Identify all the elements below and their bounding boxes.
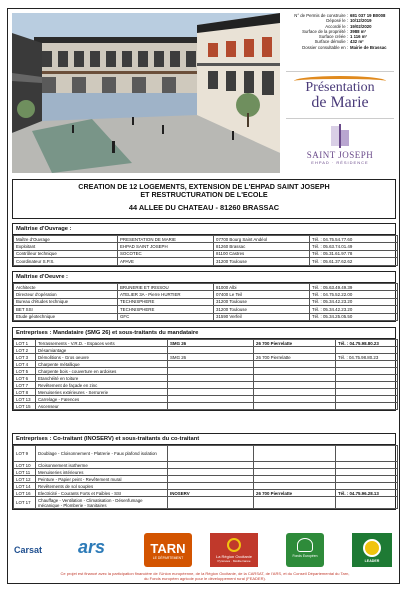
table-row: LOT 9 Doublage - Cloisonnement - Platrerie - Faux plafond isolation	[14, 446, 398, 462]
table-row: LOT 1 Terrassements - V.R.D. - Espaces verts SMG 26 26 700 Pierrelatte Tél. : 04.75.98.80.23	[14, 340, 398, 347]
presentation-de-marie-logo: Présentation de Marie	[286, 71, 394, 119]
carsat-logo: Carsat	[14, 545, 43, 555]
info-row: Accordé le : 19/02/2020	[325, 23, 372, 29]
funding-disclaimer: Ce projet est financé avec la participation financière de l'Union européenne, de la Région Occitanie, de la CARSAT, de l'ARS, et du Conseil Départemental du Tarn, du Fonds européen agricole pour le développement rural (FEADER).	[60, 571, 350, 581]
table-row: LOT 11 Menuiseries intérieures	[14, 469, 398, 476]
table-row: LOT 8 Menuiseries extérieures - Serrurerie	[14, 389, 398, 396]
tarn-logo: TARN LE DÉPARTEMENT	[144, 533, 192, 567]
table-row: LOT 6 Etanchéité en toiture	[14, 375, 398, 382]
table-row: LOT 15 Ascenseur	[14, 403, 398, 410]
table-row: Coordinateur S.P.S. APAVE 31200 Toulouse Tél. : 05.61.37.62.62	[14, 258, 398, 265]
maitrise-ouvrage-table: Maîtrise d'Ouvrage : Maître d'Ouvrage PRESENTATION DE MARIE 07700 Bourg Saint Andéol Tél. : 04.75.54.77.60 Exploitant EHPAD SAINT JOSEPH 81260 Brassac Tél. : 05.63.74.01.49 Contrôleur technique SOCOTEC 81100 Castres Tél. : 05.31.61.97.78 Coordinateur S.P.S. APAVE 31200 Toulouse Tél. : 05.61.37.62.62	[12, 223, 396, 267]
info-row: Déposé le : 10/12/2019	[326, 18, 372, 24]
table-row: Architecte BRUNERIE ET IRISSOU 81000 Albi Tél. : 05.63.49.49.39	[14, 284, 398, 291]
table-row: LOT 10 Cloisonnement isotherme	[14, 462, 398, 469]
table-row: LOT 7 Revêtement de façade en zinc	[14, 382, 398, 389]
fonds-europeen-logo: Fonds Européen	[286, 533, 324, 567]
leaf-icon	[297, 538, 313, 552]
table-row: Maître d'Ouvrage PRESENTATION DE MARIE 07700 Bourg Saint Andéol Tél. : 04.75.54.77.60	[14, 236, 398, 243]
table-row: Contrôleur technique SOCOTEC 81100 Castres Tél. : 05.31.61.97.78	[14, 250, 398, 257]
leader-emblem-icon	[363, 539, 381, 557]
table-row: LOT 2 Désamiantage	[14, 347, 398, 354]
info-row: Surface créée : 1 116 m²	[318, 34, 367, 40]
table-row: LOT 16 Electricité - Courants Forts et Faibles - SSI INOSERV 26 700 Pierrelatte Tél. : 04.75.96.28.13	[14, 490, 398, 497]
project-address: 44 ALLEE DU CHATEAU - 81260 BRASSAC	[128, 203, 280, 213]
leader-logo: LEADER	[352, 533, 392, 567]
saint-joseph-emblem-icon	[329, 124, 351, 148]
entreprises-cotraitant-table: Entreprises : Co-traitant (INOSERV) et sous-traitants du co-traitant LOT 9 Doublage - Cloisonnement - Platrerie - Faux plafond isolation LOT 10 Cloisonnement isotherme LOT 11 Menuiseries intérieures LOT 12 Peinture - Papier peint - Revêtement mural LOT 14 Revêtements de sol souples LOT 16 Electricité - Courants Forts et Faibles - SSI INOSERV 26 700 Pierrelatte Tél. : 04.75.96.28.13 LOT 17 Chauffage - Ventilation - Climatisation - Désenfumage mécanique - Plomberie - Sanitaires	[12, 433, 396, 510]
project-title: CREATION DE 12 LOGEMENTS, EXTENSION DE L'EHPAD SAINT JOSEPH ET RESTRUCTURATION DE L'ECOLE 44 ALLEE DU CHATEAU - 81260 BRASSAC	[12, 179, 396, 219]
info-row: Surface de la propriété : 3988 m²	[302, 28, 367, 34]
info-row: Dossier consultable en : Mairie de Brassac	[302, 44, 387, 50]
table-row: Exploitant EHPAD SAINT JOSEPH 81260 Brassac Tél. : 05.63.74.01.49	[14, 243, 398, 250]
permit-info-panel	[284, 13, 396, 65]
table-row: BET SSI TECHNISPHERE 31200 Toulouse Tél. : 05.34.42.23.20	[14, 306, 398, 313]
funding-logos	[12, 533, 396, 569]
saint-joseph-logo: SAINT JOSEPH EHPAD · RÉSIDENCE	[286, 121, 394, 175]
table-row: LOT 14 Revêtements de sol souples	[14, 483, 398, 490]
occitanie-logo: La Région Occitanie Pyrénées · Méditerranée	[210, 533, 258, 567]
permit-board	[7, 8, 400, 584]
entreprises-mandataire-table: Entreprises : Mandataire (SMG 26) et sous-traitants du mandataire LOT 1 Terrassements - V.R.D. - Espaces verts SMG 26 26 700 Pierrelatte Tél. : 04.75.98.80.23 LOT 2 Désamiantage LOT 3 Démolitions - Gros oeuvre SMG 26 26 700 Pierrelatte Tél. : 04.75.98.80.23 LOT 4 Charpente métallique LOT 5 Charpente bois - couverture en ardoises LOT 6 Etanchéité en toiture LOT 7 Revêtement de façade en zinc LOT 8 Menuiseries extérieures - Serrurerie LOT 13 Carrelage - Faïences LOT 15 Ascenseur	[12, 327, 396, 411]
table-row: Etude géotechnique GFC 31590 Verfeil Tél. : 05.34.25.05.50	[14, 313, 398, 320]
table-row: LOT 5 Charpente bois - couverture en ardoises	[14, 368, 398, 375]
table-row: LOT 3 Démolitions - Gros oeuvre SMG 26 26 700 Pierrelatte Tél. : 04.75.98.80.23	[14, 354, 398, 361]
table-row: Directeur d'opération ATELIER 3A - Pierre HURTIER 07400 Le Teil Tél. : 04.75.52.22.00	[14, 291, 398, 298]
ars-logo: ars	[78, 537, 106, 557]
table-row: LOT 4 Charpente métallique	[14, 361, 398, 368]
table-row: Bureau d'études technique TECHNISPHERE 31200 Toulouse Tél. : 05.34.42.23.20	[14, 298, 398, 305]
info-row: N° de Permis de construire : 681 037 19 B0008	[294, 13, 386, 18]
building-rendering-image	[12, 13, 280, 173]
maitrise-oeuvre-table: Maîtrise d'Oeuvre : Architecte BRUNERIE ET IRISSOU 81000 Albi Tél. : 05.63.49.49.39 Directeur d'opération ATELIER 3A - Pierre HURTIER 07400 Le Teil Tél. : 04.75.52.22.00 Bureau d'études technique TECHNISPHERE 31200 Toulouse Tél. : 05.34.42.23.20 BET SSI TECHNISPHERE 31200 Toulouse Tél. : 05.34.42.23.20 Etude géotechnique GFC 31590 Verfeil Tél. : 05.34.25.05.50	[12, 271, 396, 322]
table-row: LOT 17 Chauffage - Ventilation - Climatisation - Désenfumage mécanique - Plomberie - Sanitaires	[14, 497, 398, 509]
table-row: LOT 13 Carrelage - Faïences	[14, 396, 398, 403]
occitanie-cross-icon	[227, 538, 241, 552]
info-row: Surface démolie : 432 m²	[314, 39, 364, 45]
table-row: LOT 12 Peinture - Papier peint - Revêtement mural	[14, 476, 398, 483]
